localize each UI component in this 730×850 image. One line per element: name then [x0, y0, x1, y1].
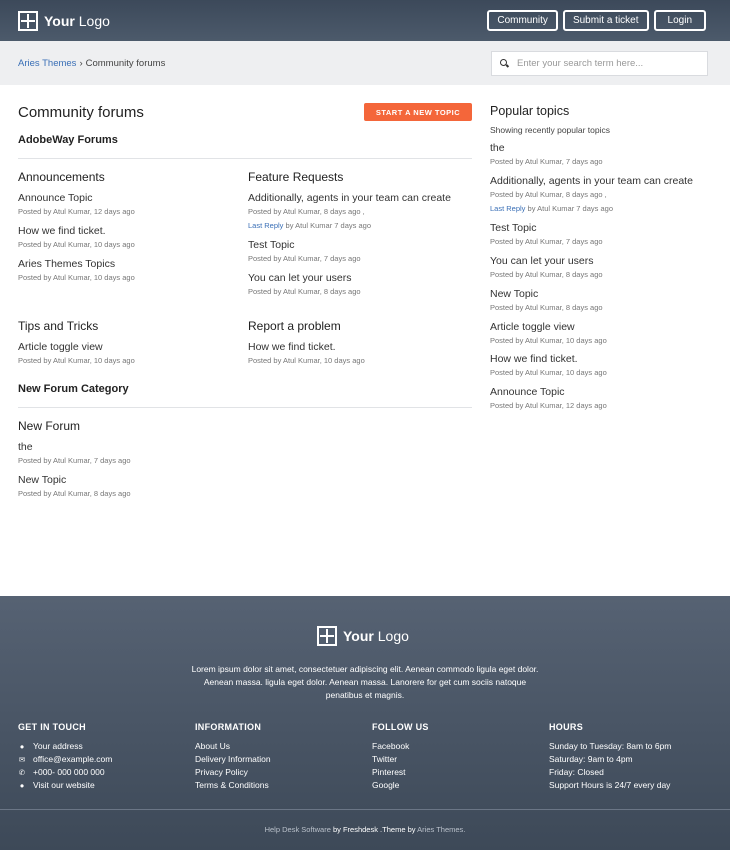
- topic-title[interactable]: How we find ticket.: [18, 225, 106, 237]
- main-content: [0, 85, 730, 596]
- contact-address-text: Your address: [33, 741, 83, 751]
- contact-address[interactable]: [18, 740, 112, 753]
- credits-text: by Freshdesk .Theme by: [330, 825, 418, 834]
- contact-email-text: office@example.com: [33, 754, 113, 764]
- footer-column-title: HOURS: [549, 722, 584, 732]
- topic-title[interactable]: Test Topic: [490, 222, 537, 234]
- helpdesk-link[interactable]: Help Desk Software: [264, 825, 331, 834]
- aries-themes-link[interactable]: Aries Themes: [417, 825, 464, 834]
- topic-item[interactable]: [248, 272, 361, 297]
- last-reply: [490, 204, 693, 214]
- divider: [18, 407, 472, 408]
- popular-topic-item[interactable]: [490, 142, 603, 167]
- contact-website-text: Visit our website: [33, 780, 95, 790]
- topic-title[interactable]: How we find ticket.: [248, 341, 336, 353]
- topic-meta: Posted by Atul Kumar, 12 days ago: [490, 401, 607, 410]
- breadcrumb: [18, 58, 165, 69]
- topic-title[interactable]: Aries Themes Topics: [18, 258, 116, 270]
- start-new-topic-button[interactable]: START A NEW TOPIC: [364, 103, 472, 121]
- forum-title-feature-requests[interactable]: Feature Requests: [248, 170, 344, 184]
- topic-title[interactable]: Announce Topic: [18, 192, 93, 204]
- breadcrumb-home-link[interactable]: Aries Themes: [18, 57, 77, 69]
- topic-title[interactable]: You can let your users: [248, 272, 352, 284]
- footer-link-delivery[interactable]: Delivery Information: [195, 754, 271, 764]
- forum-title-new-forum[interactable]: New Forum: [18, 419, 81, 433]
- topic-title[interactable]: the: [18, 441, 33, 453]
- topic-meta: Posted by Atul Kumar, 12 days ago: [18, 207, 135, 216]
- topic-meta: Posted by Atul Kumar, 8 days ago: [18, 489, 131, 498]
- footer-column-title: FOLLOW US: [372, 722, 429, 732]
- topic-title[interactable]: Article toggle view: [18, 341, 103, 353]
- search-input[interactable]: [491, 51, 708, 76]
- logo-text-strong: Your: [343, 628, 374, 644]
- footer-link-facebook[interactable]: Facebook: [372, 741, 410, 751]
- logo-text-light: Logo: [373, 628, 409, 644]
- footer-divider: [0, 809, 730, 810]
- topic-item[interactable]: [18, 225, 135, 250]
- contact-phone-text: +000- 000 000 000: [33, 767, 105, 777]
- footer-column-title: GET IN TOUCH: [18, 722, 86, 732]
- topic-item[interactable]: [248, 192, 451, 231]
- popular-topic-item[interactable]: [490, 288, 603, 313]
- popular-topic-item[interactable]: [490, 175, 693, 214]
- hours-line: Support Hours is 24/7 every day: [549, 780, 671, 790]
- topic-meta: Posted by Atul Kumar, 8 days ago: [490, 303, 603, 312]
- footer-column-information: [195, 722, 271, 792]
- popular-topic-item[interactable]: [490, 321, 607, 346]
- last-reply-meta: by Atul Kumar 7 days ago: [525, 204, 613, 213]
- footer-column-follow: [372, 722, 429, 792]
- footer-description: Lorem ipsum dolor sit amet, consectetuer adipiscing elit. Aenean commodo ligula eget dolor. Aenean massa. ligula eget dolor. Aenean massa. Lanorere for get cum sociis natoque penatibus et magnis.: [191, 664, 539, 700]
- credits-period: .: [463, 825, 466, 834]
- footer-link-privacy[interactable]: Privacy Policy: [195, 767, 248, 777]
- map-pin-icon: ●: [19, 742, 25, 751]
- category-title[interactable]: New Forum Category: [18, 383, 129, 395]
- site-footer: [0, 596, 730, 850]
- logo-text-strong: Your: [44, 12, 75, 29]
- forum-title-announcements[interactable]: Announcements: [18, 170, 105, 184]
- topic-title[interactable]: How we find ticket.: [490, 353, 578, 365]
- last-reply-meta: by Atul Kumar 7 days ago: [283, 221, 371, 230]
- topic-title[interactable]: New Topic: [18, 474, 67, 486]
- logo-text-light: Logo: [74, 12, 110, 29]
- popular-topic-item[interactable]: [490, 255, 603, 280]
- community-button[interactable]: Community: [487, 10, 558, 31]
- phone-icon: ✆: [18, 768, 26, 777]
- topic-item[interactable]: [18, 441, 131, 466]
- contact-website[interactable]: [18, 779, 112, 792]
- topic-item[interactable]: [248, 239, 361, 264]
- envelope-icon: ✉: [18, 755, 26, 764]
- popular-topics-subtitle: Showing recently popular topics: [490, 125, 611, 135]
- topic-title[interactable]: Article toggle view: [490, 321, 575, 333]
- topic-meta: Posted by Atul Kumar, 7 days ago: [490, 237, 603, 246]
- topic-item[interactable]: [18, 258, 135, 283]
- topic-meta: Posted by Atul Kumar, 10 days ago: [18, 273, 135, 282]
- footer-link-pinterest[interactable]: Pinterest: [372, 767, 406, 777]
- header-nav: [487, 10, 706, 31]
- breadcrumb-bar: [0, 41, 730, 85]
- topic-meta: Posted by Atul Kumar, 10 days ago: [490, 336, 607, 345]
- search-icon: [500, 59, 509, 68]
- footer-link-google[interactable]: Google: [372, 780, 400, 790]
- topic-title[interactable]: Announce Topic: [490, 386, 565, 398]
- logo-icon: [317, 626, 337, 646]
- hours-line: Saturday: 9am to 4pm: [549, 754, 633, 764]
- topic-meta: Posted by Atul Kumar, 7 days ago: [490, 157, 603, 166]
- hours-line: Sunday to Tuesday: 8am to 6pm: [549, 741, 672, 751]
- site-logo[interactable]: [18, 11, 110, 31]
- topic-title[interactable]: You can let your users: [490, 255, 594, 267]
- breadcrumb-current: Community forums: [85, 57, 166, 69]
- footer-column-hours: [549, 722, 671, 792]
- popular-topic-item[interactable]: [490, 386, 607, 411]
- breadcrumb-separator: ›: [79, 57, 83, 69]
- footer-column-title: INFORMATION: [195, 722, 262, 732]
- topic-item[interactable]: [18, 474, 131, 499]
- topic-title[interactable]: the: [490, 142, 505, 154]
- divider: [18, 158, 472, 159]
- topic-title[interactable]: Additionally, agents in your team can create: [248, 192, 451, 204]
- footer-credits: [0, 825, 730, 834]
- topic-title[interactable]: Additionally, agents in your team can create: [490, 175, 693, 187]
- topic-meta: Posted by Atul Kumar, 10 days ago: [18, 240, 135, 249]
- topic-item[interactable]: [18, 341, 135, 366]
- topic-meta: Posted by Atul Kumar, 7 days ago: [248, 254, 361, 263]
- category-title[interactable]: AdobeWay Forums: [18, 134, 118, 146]
- topic-meta: Posted by Atul Kumar, 7 days ago: [18, 456, 131, 465]
- hours-line: Friday: Closed: [549, 767, 604, 777]
- topic-title[interactable]: Test Topic: [248, 239, 295, 251]
- footer-link-twitter[interactable]: Twitter: [372, 754, 398, 764]
- topic-meta: Posted by Atul Kumar, 8 days ago: [248, 287, 361, 296]
- globe-icon: ●: [19, 781, 25, 790]
- topic-meta: Posted by Atul Kumar, 8 days ago ,: [490, 190, 607, 199]
- submit-ticket-button[interactable]: Submit a ticket: [563, 10, 649, 31]
- topic-item[interactable]: [18, 192, 135, 217]
- popular-topic-item[interactable]: [490, 353, 607, 378]
- topic-item[interactable]: [248, 341, 365, 366]
- page-title: Community forums: [18, 104, 144, 121]
- top-header: [0, 0, 730, 41]
- topic-meta: Posted by Atul Kumar, 10 days ago: [248, 356, 365, 365]
- topic-meta: Posted by Atul Kumar, 8 days ago: [490, 270, 603, 279]
- footer-link-about[interactable]: About Us: [195, 741, 230, 751]
- topic-meta: Posted by Atul Kumar, 10 days ago: [490, 368, 607, 377]
- logo-icon: [18, 11, 38, 31]
- last-reply-link[interactable]: Last Reply: [490, 204, 526, 213]
- topic-meta: Posted by Atul Kumar, 8 days ago ,: [248, 207, 365, 216]
- search-placeholder: Enter your search term here...: [517, 57, 644, 69]
- popular-topics-title: Popular topics: [490, 104, 570, 118]
- last-reply: [248, 221, 451, 231]
- topic-title[interactable]: New Topic: [490, 288, 539, 300]
- footer-column-contact: [18, 722, 112, 792]
- contact-phone[interactable]: [18, 766, 112, 779]
- last-reply-link[interactable]: Last Reply: [248, 221, 284, 230]
- forum-title-tips-and-tricks[interactable]: Tips and Tricks: [18, 319, 99, 333]
- login-button[interactable]: Login: [654, 10, 706, 31]
- forum-title-report-a-problem[interactable]: Report a problem: [248, 319, 341, 333]
- footer-logo[interactable]: [317, 626, 409, 646]
- contact-email[interactable]: [18, 753, 112, 766]
- popular-topic-item[interactable]: [490, 222, 603, 247]
- topic-meta: Posted by Atul Kumar, 10 days ago: [18, 356, 135, 365]
- footer-link-terms[interactable]: Terms & Conditions: [195, 780, 269, 790]
